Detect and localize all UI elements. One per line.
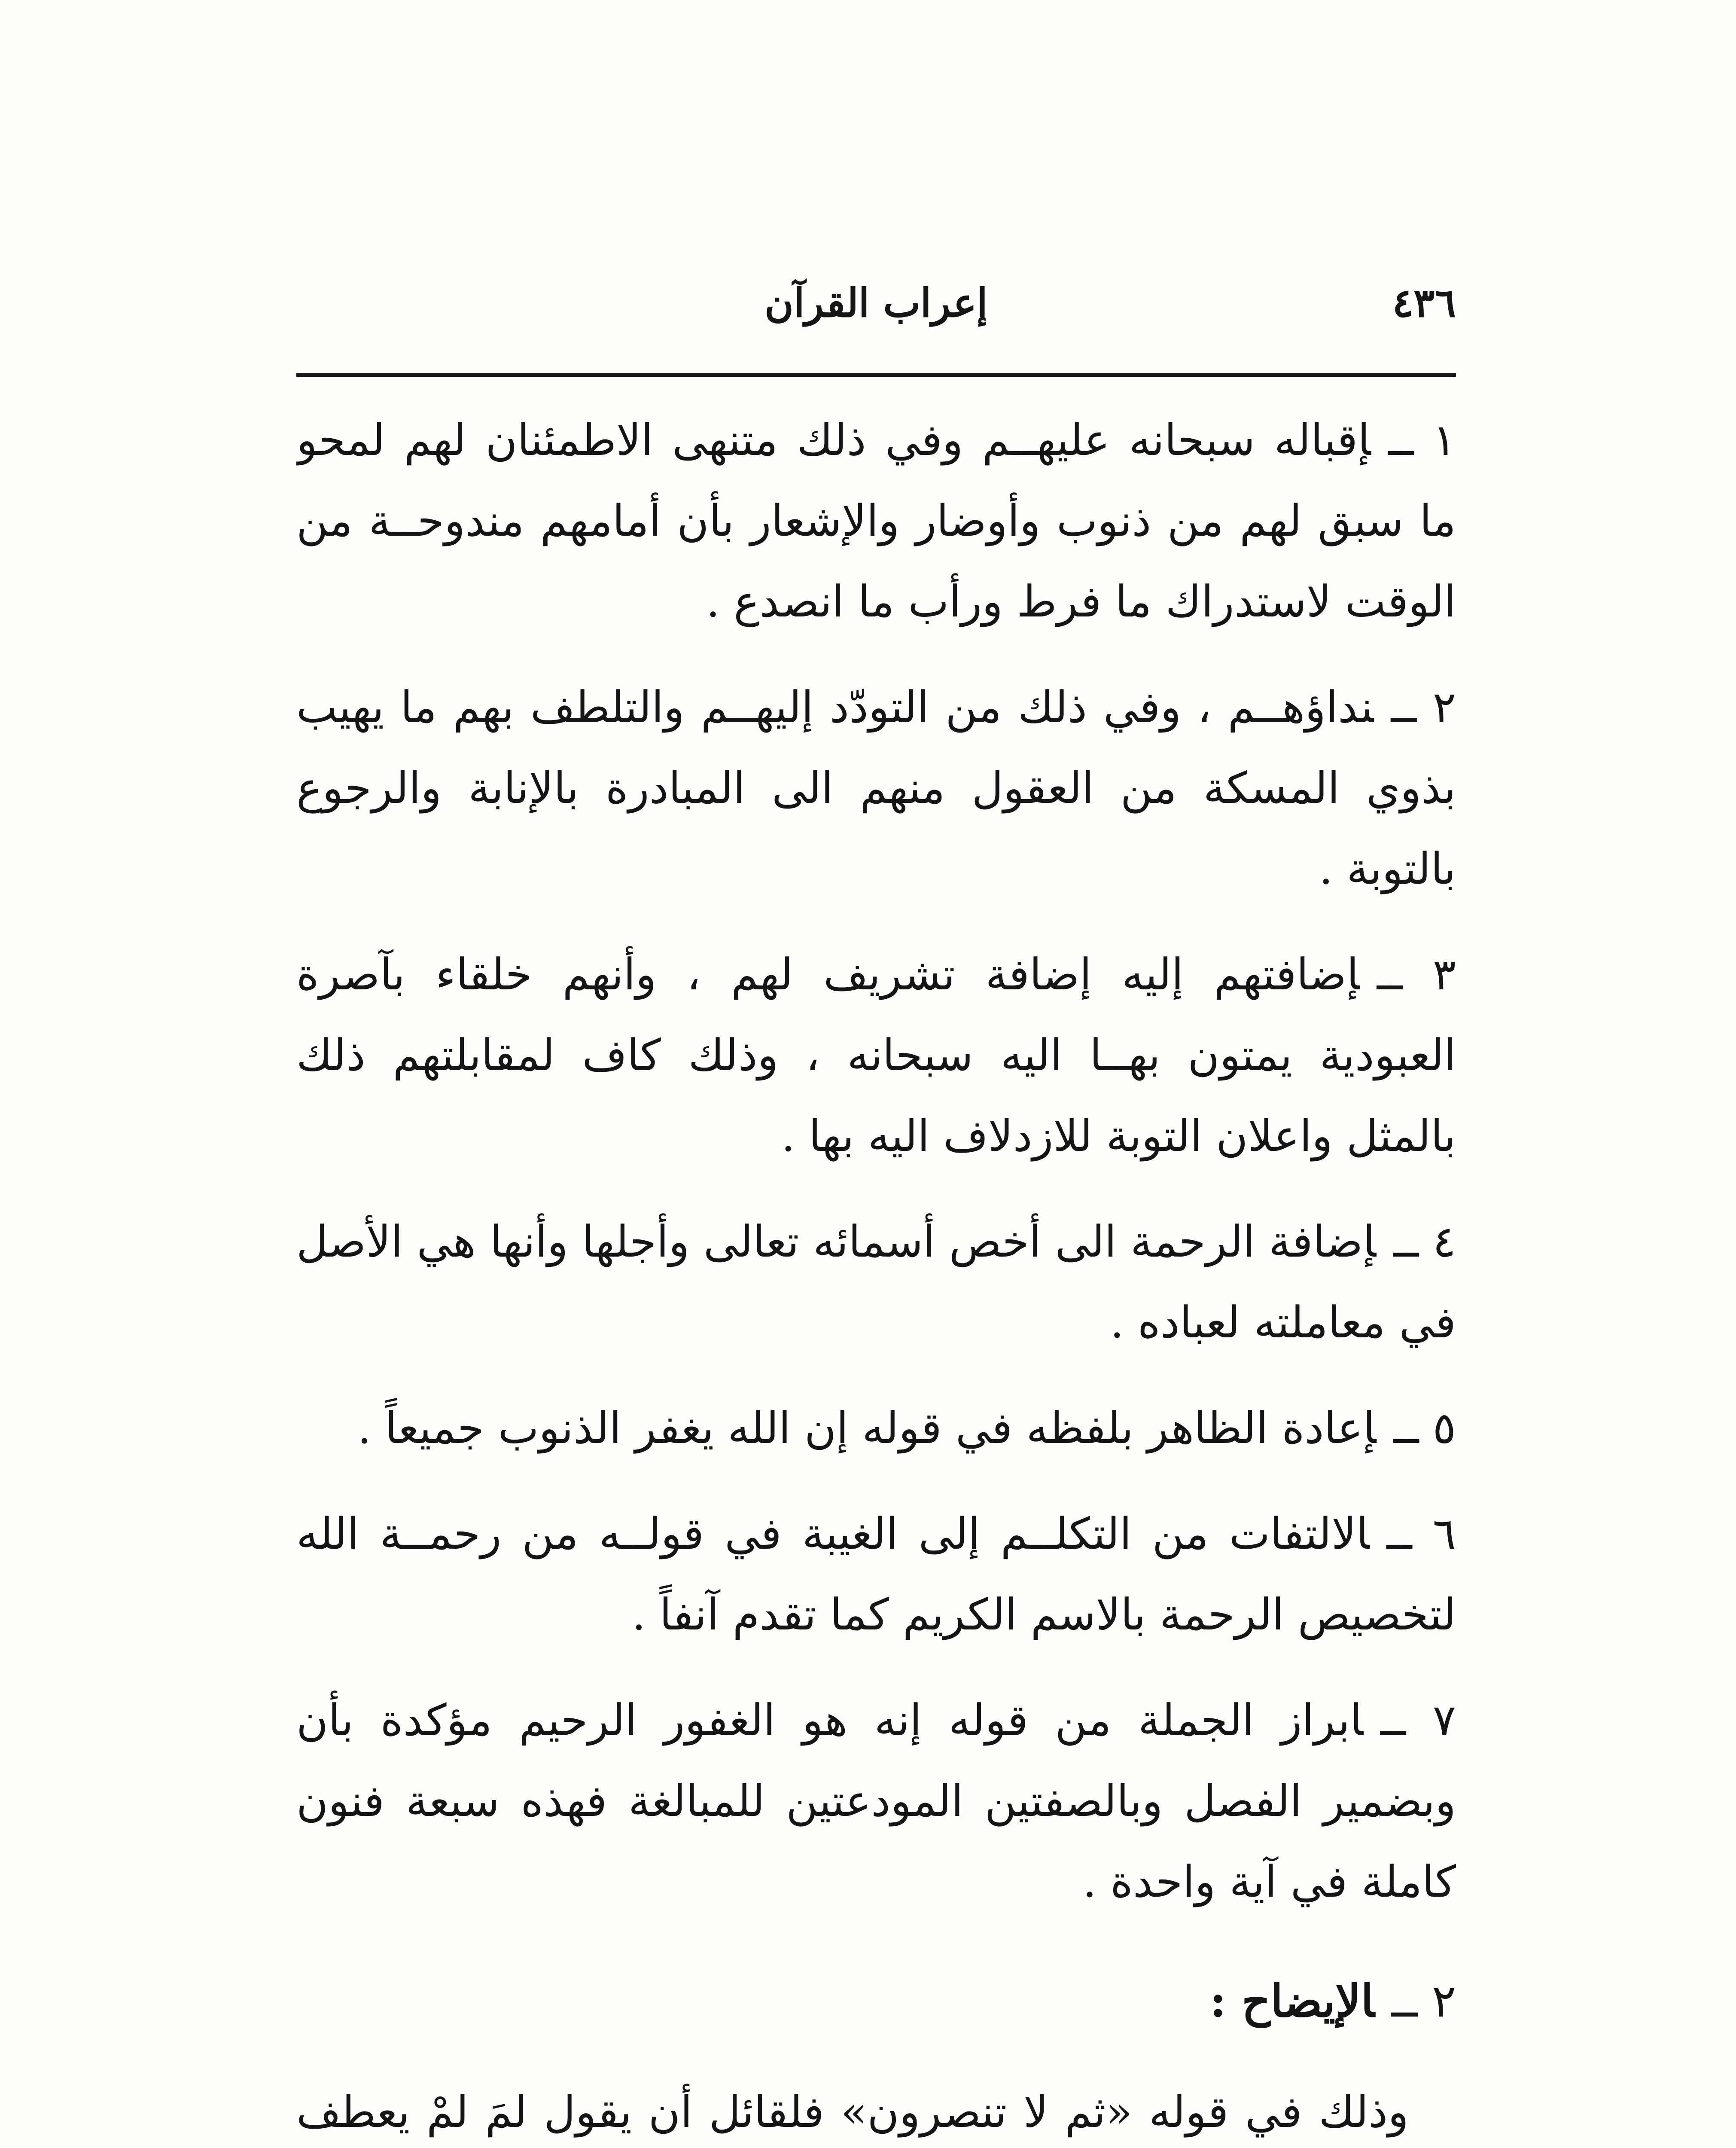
- header-rule: [296, 373, 1456, 377]
- body-text: [296, 400, 1456, 2148]
- list-item: [296, 1201, 1456, 1363]
- list-item: [296, 1493, 1456, 1655]
- list-item: [296, 667, 1456, 909]
- page-number: ٤٣٦: [1392, 280, 1456, 326]
- section-number: ٢ ــ: [1392, 1975, 1456, 2027]
- item-text: إعادة الظاهر بلفظه في قوله إن الله يغفر الذنوب جميعاً .: [357, 1403, 1377, 1453]
- section-title: الإيضاح :: [1209, 1974, 1375, 2027]
- item-text: ابراز الجملة من قوله إنه هو الغفور الرحيم مؤكدة بأن وبضمير الفصل وبالصفتين المودعتين للمبالغة فهذه سبعة فنون كاملة في آية واحدة .: [296, 1695, 1456, 1907]
- item-text: الالتفات من التكلــم إلى الغيبة في قولــه من رحمــة الله لتخصيص الرحمة بالاسم الكريم كما تقدم آنفاً .: [296, 1508, 1456, 1640]
- item-text: إضافة الرحمة الى أخص أسمائه تعالى وأجلها وأنها هي الأصل في معاملته لعباده .: [296, 1216, 1456, 1348]
- item-number: ٦ ــ: [1386, 1508, 1456, 1559]
- list-item: [296, 1388, 1456, 1468]
- item-number: ٥ ــ: [1393, 1403, 1456, 1453]
- list-item: [296, 934, 1456, 1176]
- list-item: [296, 400, 1456, 642]
- item-number: ٤ ــ: [1393, 1216, 1456, 1267]
- section-paragraph: وذلك في قوله «ثم لا تنصرون» فلقائل أن يقول لمَ لمْ يعطف: [296, 2087, 1409, 2137]
- item-number: ٧ ــ: [1380, 1695, 1456, 1745]
- item-text: إضافتهم إليه إضافة تشريف لهم ، وأنهم خلقاء بآصرة العبودية يمتون بهــا اليه سبحانه ، وذلك كاف لمقابلتهم ذلك بالمثل واعلان التوبة للازدلاف اليه بها .: [296, 949, 1456, 1161]
- item-number: ١ ــ: [1388, 415, 1456, 465]
- item-text: إقباله سبحانه عليهــم وفي ذلك متنهى الاطمئنان لهم لمحو ما سبق لهم من ذنوب وأوضار والإشعار بأن أمامهم مندوحــة من الوقت لاستدراك ما فرط ورأب ما انصدع .: [296, 415, 1456, 627]
- page-header: [296, 275, 1456, 331]
- item-number: ٢ ــ: [1391, 682, 1456, 732]
- running-title: إعراب القرآن: [764, 280, 988, 326]
- item-text: نداؤهــم ، وفي ذلك من التودّد إليهــم والتلطف بهم ما يهيب بذوي المسكة من العقول منهم الى المبادرة بالإنابة والرجوع بالتوبة .: [296, 682, 1456, 894]
- item-number: ٣ ــ: [1377, 949, 1456, 1000]
- section-heading: [296, 1961, 1456, 2041]
- list-item: [296, 1680, 1456, 1922]
